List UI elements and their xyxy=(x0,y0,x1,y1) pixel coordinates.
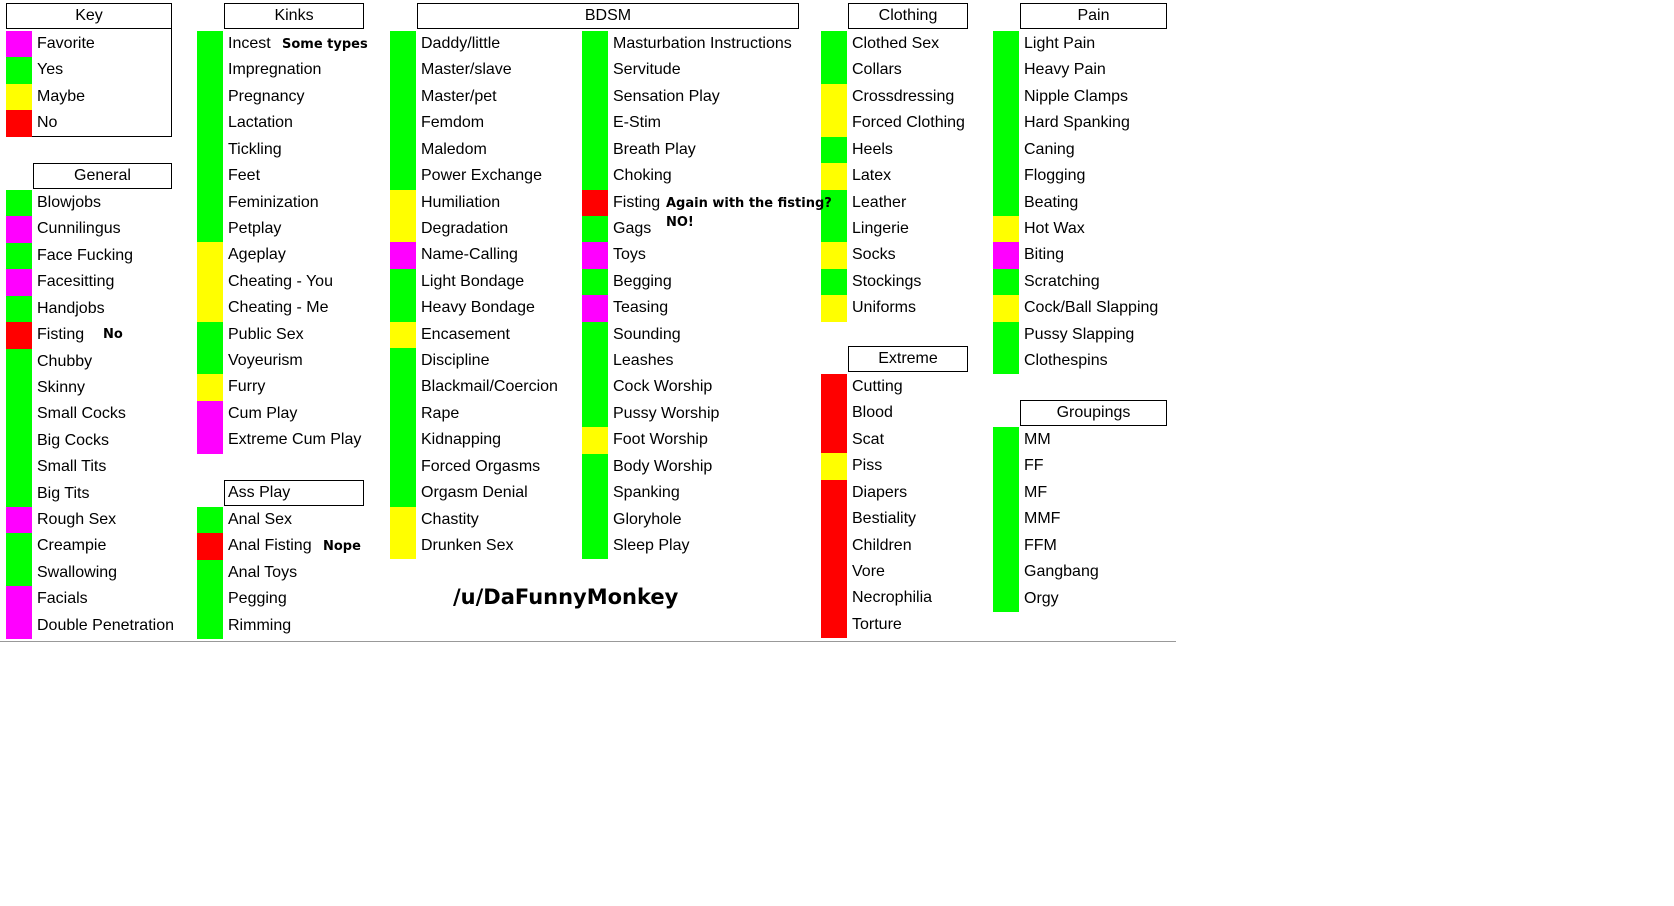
status-swatch xyxy=(390,322,416,348)
item-label: Blood xyxy=(852,404,893,422)
status-swatch xyxy=(6,454,32,480)
item-label: Necrophilia xyxy=(852,589,933,607)
item-label: MMF xyxy=(1024,510,1061,528)
item-label: Hard Spanking xyxy=(1024,114,1130,132)
item-label: Sensation Play xyxy=(613,87,720,105)
item-label: Kidnapping xyxy=(421,431,502,449)
item-label: Blackmail/Coercion xyxy=(421,378,558,396)
status-swatch xyxy=(6,31,32,57)
status-swatch xyxy=(197,374,223,400)
status-swatch xyxy=(993,57,1019,83)
anal-fisting-note: Nope xyxy=(323,539,361,554)
status-swatch xyxy=(390,163,416,189)
clothing-header: Clothing xyxy=(848,3,968,29)
status-swatch xyxy=(993,295,1019,321)
item-label: Humiliation xyxy=(421,193,501,211)
assplay-header: Ass Play xyxy=(224,480,364,506)
item-label: Gloryhole xyxy=(613,510,682,528)
item-label: Rough Sex xyxy=(37,511,117,529)
status-swatch xyxy=(821,242,847,268)
item-label: Pussy Worship xyxy=(613,404,720,422)
status-swatch xyxy=(821,31,847,57)
item-label: Foot Worship xyxy=(613,431,708,449)
status-swatch xyxy=(993,216,1019,242)
status-swatch xyxy=(582,295,608,321)
item-label: Maledom xyxy=(421,140,487,158)
item-label: Gags xyxy=(613,219,652,237)
item-label: Incest xyxy=(228,35,271,52)
status-swatch xyxy=(582,322,608,348)
item-label: Master/pet xyxy=(421,87,497,105)
status-swatch xyxy=(582,31,608,57)
status-swatch xyxy=(821,374,847,400)
status-swatch xyxy=(390,110,416,136)
groupings-header: Groupings xyxy=(1020,400,1167,426)
item-label: Drunken Sex xyxy=(421,537,514,555)
status-swatch xyxy=(6,243,32,269)
status-swatch xyxy=(6,481,32,507)
item-label: Light Bondage xyxy=(421,272,525,290)
incest-note: Some types xyxy=(282,37,368,52)
status-swatch xyxy=(390,31,416,57)
status-swatch xyxy=(582,163,608,189)
status-swatch xyxy=(993,31,1019,57)
item-label: Double Penetration xyxy=(37,616,174,634)
status-swatch xyxy=(582,401,608,427)
item-label: Children xyxy=(852,536,912,554)
status-swatch xyxy=(821,480,847,506)
item-label: Gangbang xyxy=(1024,563,1099,581)
item-label: Vore xyxy=(852,562,885,580)
item-label: Orgasm Denial xyxy=(421,484,528,502)
status-swatch xyxy=(197,295,223,321)
status-swatch xyxy=(993,559,1019,585)
item-label: Latex xyxy=(852,167,892,185)
item-label: Socks xyxy=(852,246,896,264)
item-label: Yes xyxy=(37,61,64,79)
item-label: Body Worship xyxy=(613,457,713,475)
item-label: Impregnation xyxy=(228,61,322,79)
item-label: Collars xyxy=(852,61,902,79)
status-swatch xyxy=(821,506,847,532)
item-label: Scratching xyxy=(1024,272,1100,290)
item-label: Face Fucking xyxy=(37,246,134,264)
status-swatch xyxy=(197,322,223,348)
status-swatch xyxy=(390,348,416,374)
status-swatch xyxy=(993,163,1019,189)
item-label: Heels xyxy=(852,140,893,158)
status-swatch xyxy=(6,190,32,216)
item-label: Small Cocks xyxy=(37,405,126,423)
status-swatch xyxy=(197,190,223,216)
item-label: Bestiality xyxy=(852,510,917,528)
item-label: Cutting xyxy=(852,378,903,395)
item-label: Pussy Slapping xyxy=(1024,325,1135,343)
status-swatch xyxy=(821,137,847,163)
item-label: Big Cocks xyxy=(37,431,110,449)
status-swatch xyxy=(6,84,32,110)
item-label: Swallowing xyxy=(37,563,118,581)
item-label: Tickling xyxy=(228,140,282,158)
item-label: Lingerie xyxy=(852,219,909,237)
item-label: Degradation xyxy=(421,219,509,237)
status-swatch xyxy=(582,427,608,453)
status-swatch xyxy=(197,560,223,586)
status-swatch xyxy=(993,322,1019,348)
status-swatch xyxy=(6,296,32,322)
item-label: Anal Fisting xyxy=(228,537,312,555)
item-label: Name-Calling xyxy=(421,246,518,264)
status-swatch xyxy=(390,84,416,110)
bdsm-fisting-note-2: NO! xyxy=(666,215,694,230)
status-swatch xyxy=(197,533,223,559)
item-label: Cock/Ball Slapping xyxy=(1024,299,1159,317)
item-label: Furry xyxy=(228,378,266,396)
status-swatch xyxy=(821,110,847,136)
status-swatch xyxy=(390,427,416,453)
item-label: Feet xyxy=(228,167,261,185)
item-label: Light Pain xyxy=(1024,35,1096,52)
item-label: Femdom xyxy=(421,114,485,132)
item-label: Hot Wax xyxy=(1024,219,1085,237)
item-label: Nipple Clamps xyxy=(1024,87,1129,105)
status-swatch xyxy=(582,242,608,268)
status-swatch xyxy=(993,427,1019,453)
item-label: Anal Toys xyxy=(228,563,298,581)
item-label: Heavy Bondage xyxy=(421,299,535,317)
item-label: FF xyxy=(1024,457,1044,475)
item-label: Diapers xyxy=(852,483,908,501)
status-swatch xyxy=(993,269,1019,295)
item-label: Cock Worship xyxy=(613,378,713,396)
item-label: E-Stim xyxy=(613,114,661,132)
item-label: Chubby xyxy=(37,352,93,370)
item-label: Orgy xyxy=(1024,589,1059,607)
status-swatch xyxy=(6,216,32,242)
item-label: FFM xyxy=(1024,536,1057,554)
status-swatch xyxy=(390,454,416,480)
status-swatch xyxy=(821,533,847,559)
item-label: Fisting xyxy=(37,326,85,344)
item-label: Voyeurism xyxy=(228,352,303,370)
item-label: Public Sex xyxy=(228,325,304,343)
item-label: Ageplay xyxy=(228,246,286,264)
item-label: Handjobs xyxy=(37,299,105,317)
status-swatch xyxy=(993,137,1019,163)
status-swatch xyxy=(821,269,847,295)
status-swatch xyxy=(821,84,847,110)
status-swatch xyxy=(821,427,847,453)
status-swatch xyxy=(993,453,1019,479)
status-swatch xyxy=(197,269,223,295)
status-swatch xyxy=(993,480,1019,506)
general-header: General xyxy=(33,163,172,189)
status-swatch xyxy=(197,216,223,242)
status-swatch xyxy=(390,242,416,268)
status-swatch xyxy=(6,613,32,639)
item-label: Leather xyxy=(852,193,907,211)
item-label: Spanking xyxy=(613,484,680,502)
status-swatch xyxy=(6,428,32,454)
item-label: Lactation xyxy=(228,114,293,132)
item-label: Servitude xyxy=(613,61,681,79)
item-label: Leashes xyxy=(613,352,674,370)
item-label: Daddy/little xyxy=(421,35,501,52)
item-label: Teasing xyxy=(613,299,669,317)
item-label: Forced Clothing xyxy=(852,114,965,132)
item-label: Uniforms xyxy=(852,299,917,317)
item-label: Anal Sex xyxy=(228,511,293,528)
status-swatch xyxy=(390,295,416,321)
item-label: Cheating - Me xyxy=(228,299,329,317)
bottom-rule xyxy=(0,641,1176,642)
item-label: Stockings xyxy=(852,272,922,290)
item-label: Choking xyxy=(613,167,672,185)
status-swatch xyxy=(390,401,416,427)
item-label: Caning xyxy=(1024,140,1075,158)
item-label: Flogging xyxy=(1024,167,1086,185)
status-swatch xyxy=(6,560,32,586)
status-swatch xyxy=(197,586,223,612)
status-swatch xyxy=(821,585,847,611)
item-label: Master/slave xyxy=(421,61,512,79)
status-swatch xyxy=(197,427,223,453)
status-swatch xyxy=(993,348,1019,374)
status-swatch xyxy=(390,190,416,216)
status-swatch xyxy=(582,110,608,136)
item-label: Piss xyxy=(852,457,883,475)
status-swatch xyxy=(582,480,608,506)
item-label: Maybe xyxy=(37,87,86,105)
item-label: Heavy Pain xyxy=(1024,61,1106,79)
status-swatch xyxy=(582,269,608,295)
item-label: Rimming xyxy=(228,616,292,634)
status-swatch xyxy=(197,110,223,136)
status-swatch xyxy=(582,216,608,242)
item-label: Scat xyxy=(852,430,885,448)
bdsm-header: BDSM xyxy=(417,3,799,29)
status-swatch xyxy=(197,242,223,268)
status-swatch xyxy=(197,507,223,533)
bdsm-fisting-note: Again with the fisting? xyxy=(666,196,832,211)
status-swatch xyxy=(6,349,32,375)
status-swatch xyxy=(390,216,416,242)
status-swatch xyxy=(6,533,32,559)
item-label: Petplay xyxy=(228,219,282,237)
item-label: Sounding xyxy=(613,325,681,343)
status-swatch xyxy=(390,507,416,533)
status-swatch xyxy=(821,57,847,83)
item-label: Big Tits xyxy=(37,484,90,502)
item-label: MM xyxy=(1024,431,1051,448)
status-swatch xyxy=(390,374,416,400)
item-label: Toys xyxy=(613,246,646,264)
status-swatch xyxy=(390,533,416,559)
status-swatch xyxy=(821,400,847,426)
kinks-header: Kinks xyxy=(224,3,364,29)
status-swatch xyxy=(582,84,608,110)
extreme-header: Extreme xyxy=(848,346,968,372)
status-swatch xyxy=(197,84,223,110)
pain-header: Pain xyxy=(1020,3,1167,29)
item-label: Fisting xyxy=(613,193,661,211)
status-swatch xyxy=(6,586,32,612)
item-label: Masturbation Instructions xyxy=(613,35,792,52)
status-swatch xyxy=(197,163,223,189)
status-swatch xyxy=(197,348,223,374)
status-swatch xyxy=(582,137,608,163)
status-swatch xyxy=(993,190,1019,216)
status-swatch xyxy=(821,453,847,479)
status-swatch xyxy=(6,322,32,348)
status-swatch xyxy=(993,84,1019,110)
item-label: Torture xyxy=(852,615,902,633)
item-label: Forced Orgasms xyxy=(421,457,541,475)
item-label: Favorite xyxy=(37,35,95,52)
status-swatch xyxy=(993,586,1019,612)
item-label: Extreme Cum Play xyxy=(228,431,362,449)
item-label: Facials xyxy=(37,590,88,608)
status-swatch xyxy=(6,375,32,401)
status-swatch xyxy=(197,401,223,427)
status-swatch xyxy=(993,110,1019,136)
item-label: No xyxy=(37,114,58,132)
item-label: Blowjobs xyxy=(37,194,102,211)
item-label: Cum Play xyxy=(228,404,298,422)
status-swatch xyxy=(197,137,223,163)
signature: /u/DaFunnyMonkey xyxy=(453,585,679,609)
status-swatch xyxy=(582,190,608,216)
item-label: Power Exchange xyxy=(421,167,542,185)
item-label: Encasement xyxy=(421,325,510,343)
status-swatch xyxy=(821,216,847,242)
status-swatch xyxy=(993,533,1019,559)
status-swatch xyxy=(582,348,608,374)
status-swatch xyxy=(993,506,1019,532)
status-swatch xyxy=(6,401,32,427)
status-swatch xyxy=(582,533,608,559)
item-label: Breath Play xyxy=(613,140,696,158)
status-swatch xyxy=(197,31,223,57)
item-label: Cheating - You xyxy=(228,272,333,290)
item-label: Pegging xyxy=(228,590,287,608)
status-swatch xyxy=(821,295,847,321)
status-swatch xyxy=(6,110,32,136)
item-label: Pregnancy xyxy=(228,87,305,105)
status-swatch xyxy=(6,57,32,83)
status-swatch xyxy=(390,137,416,163)
status-swatch xyxy=(993,242,1019,268)
item-label: Begging xyxy=(613,272,672,290)
status-swatch xyxy=(821,163,847,189)
status-swatch xyxy=(582,57,608,83)
status-swatch xyxy=(821,612,847,638)
item-label: Beating xyxy=(1024,193,1079,211)
item-label: Creampie xyxy=(37,537,107,555)
status-swatch xyxy=(390,269,416,295)
item-label: Facesitting xyxy=(37,273,115,291)
item-label: Cunnilingus xyxy=(37,220,121,238)
status-swatch xyxy=(197,57,223,83)
item-label: Chastity xyxy=(421,510,479,528)
status-swatch xyxy=(582,374,608,400)
status-swatch xyxy=(582,454,608,480)
item-label: MF xyxy=(1024,483,1048,501)
item-label: Biting xyxy=(1024,246,1065,264)
item-label: Feminization xyxy=(228,193,319,211)
status-swatch xyxy=(821,559,847,585)
status-swatch xyxy=(6,269,32,295)
item-label: Crossdressing xyxy=(852,87,955,105)
item-label: Clothed Sex xyxy=(852,35,940,52)
status-swatch xyxy=(390,480,416,506)
key-header: Key xyxy=(6,3,172,29)
item-label: Sleep Play xyxy=(613,537,690,555)
fisting-note: No xyxy=(103,327,123,342)
item-label: Small Tits xyxy=(37,458,107,476)
status-swatch xyxy=(390,57,416,83)
item-label: Clothespins xyxy=(1024,352,1108,370)
status-swatch xyxy=(197,613,223,639)
item-label: Skinny xyxy=(37,378,86,396)
status-swatch xyxy=(582,507,608,533)
item-label: Rape xyxy=(421,404,460,422)
item-label: Discipline xyxy=(421,352,490,370)
status-swatch xyxy=(6,507,32,533)
